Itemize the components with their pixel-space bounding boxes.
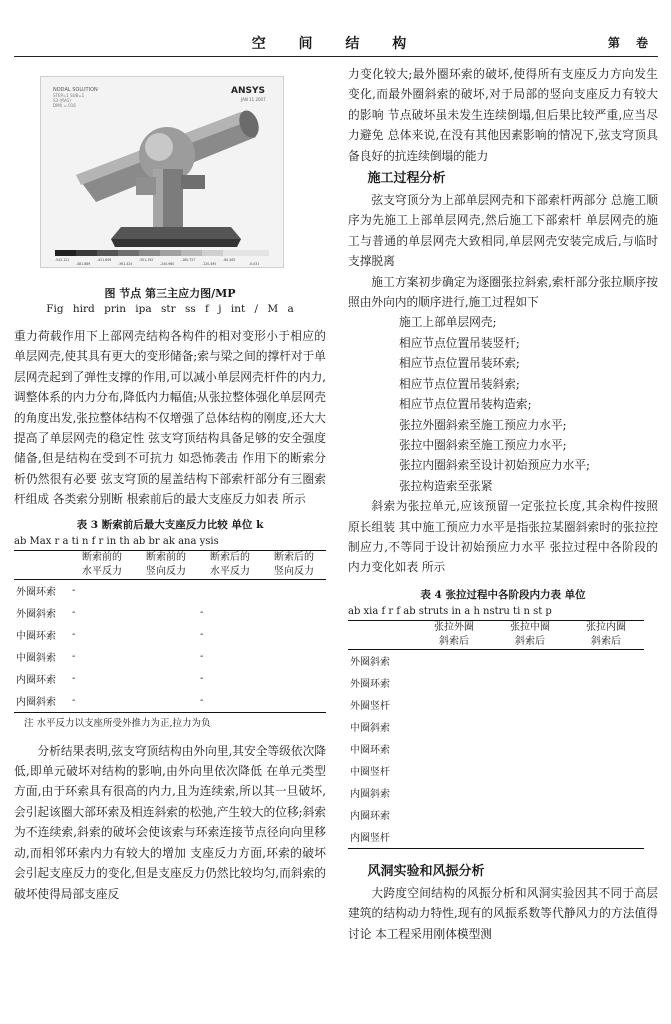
legend-value: -240.960 [160, 262, 175, 266]
row-label: 中圈竖杆 [350, 767, 390, 779]
paragraph: 斜索为张拉单元,应该预留一定张拉长度,其余构件按照原长组装 其中施工预应力水平是指张拉某圈斜索时的张拉控制应力,不等同于设计初始预应力水平 张拉过程中各阶段的内力变化如表 所示 [348, 499, 658, 575]
paragraph: 力变化较大;最外圈环索的破坏,使得所有支座反力方向发生变化,而最外圈斜索的破坏,对于局部的竖向支座反力有较大的影响 节点破坏虽未发生连续倒塌,但后果比较严重,应当尽力避免 总体来说,在没有其他因素影响的情况下,弦支穹顶具备良好的抗连续倒塌的能力 [348, 67, 658, 163]
cell [134, 646, 198, 668]
table-row [348, 760, 644, 782]
row-label: 内圈环索 [16, 675, 56, 687]
section-heading: 施工过程分析 [367, 171, 446, 187]
row-label: 外圈环索 [350, 679, 390, 691]
table-row [348, 826, 644, 849]
table-row [14, 579, 326, 602]
cell: - [200, 673, 204, 685]
row-label: 内圈斜索 [16, 697, 56, 709]
row-label: 内圈斜索 [350, 789, 390, 801]
running-title: 空 间 结 构 [251, 36, 421, 52]
list-item: 相应节点位置吊装竖杆; [399, 335, 520, 350]
table-row [14, 602, 326, 624]
cell [198, 579, 262, 602]
cell [134, 579, 198, 602]
legend-value: -361.424 [118, 262, 133, 266]
right-column [348, 64, 658, 944]
table-row [348, 694, 644, 716]
table-header: 断索后的 水平反力 [210, 551, 250, 577]
table-header: 断索后的 竖向反力 [274, 551, 314, 577]
cell [134, 668, 198, 690]
row-label: 外圈环索 [16, 587, 56, 599]
cell [262, 690, 326, 713]
table-header: 张拉外圈 斜索后 [434, 621, 474, 647]
legend-value: -301.192 [139, 258, 154, 262]
list-item: 张拉内圈斜索至设计初始预应力水平; [399, 458, 590, 473]
table-header: 张拉内圈 斜索后 [586, 621, 626, 647]
table-row [14, 624, 326, 646]
ansys-logo: ANSYS [231, 86, 265, 96]
legend-value: -120.495 [202, 262, 217, 266]
table-header: 张拉中圈 斜索后 [510, 621, 550, 647]
legend-value: -0.031 [249, 262, 260, 266]
row-label: 中圈斜索 [16, 653, 56, 665]
table-caption-en: ab Max r a ti n f r in th ab br ak ana ysis [14, 535, 219, 547]
legend-value: -421.656 [97, 258, 112, 262]
table-row [348, 782, 644, 804]
cell [262, 624, 326, 646]
cell: - [72, 673, 76, 685]
row-label: 中圈环索 [350, 745, 390, 757]
legend-value: -180.727 [181, 258, 196, 262]
cell [262, 602, 326, 624]
list-item: 相应节点位置吊装斜索; [399, 376, 520, 391]
table-header: 断索前的 水平反力 [82, 551, 122, 577]
table-row [348, 649, 644, 672]
cell: - [72, 651, 76, 663]
cell [134, 690, 198, 713]
table-row [348, 804, 644, 826]
volume-label: 第 卷 [607, 36, 654, 50]
cell: - [200, 629, 204, 641]
table-caption-en: ab xia f r f ab struts in a h nstru ti n st p [348, 605, 552, 617]
row-label: 中圈斜索 [350, 723, 390, 735]
figure-caption: 图 节点 第三主应力图/MP [104, 287, 236, 300]
legend-value: -60.263 [223, 258, 236, 262]
cell [134, 624, 198, 646]
row-label: 外圈斜索 [350, 657, 390, 669]
stress-contour-figure [40, 76, 284, 268]
table-row [348, 716, 644, 738]
cell: - [72, 695, 76, 707]
left-column [14, 326, 326, 904]
row-label: 外圈斜索 [16, 609, 56, 621]
page-header [14, 0, 658, 57]
cell [134, 602, 198, 624]
nodal-solution-text: NODAL SOLUTION [53, 87, 98, 93]
row-label: 内圈竖杆 [350, 833, 390, 845]
reaction-table [14, 550, 326, 713]
row-label: 中圈环索 [16, 631, 56, 643]
cell [262, 579, 326, 602]
table-3 [14, 516, 326, 729]
construction-steps [348, 312, 658, 496]
cell: - [72, 629, 76, 641]
legend-value: -481.889 [76, 262, 91, 266]
svg-text:JAN 11 2007: JAN 11 2007 [241, 97, 266, 102]
table-row [14, 668, 326, 690]
table-row [348, 672, 644, 694]
table-4 [348, 586, 658, 849]
cell [262, 646, 326, 668]
cell [262, 668, 326, 690]
cell: - [72, 607, 76, 619]
section-heading: 风洞实验和风振分析 [367, 863, 485, 879]
paragraph: 大跨度空间结构的风振分析和风洞实验因其不同于高层建筑的结构动力特性,现有的风振系数等代静风力的方法值得讨论 本工程采用刚体模型测 [348, 885, 658, 941]
force-table [348, 620, 644, 849]
list-item: 相应节点位置吊装构造索; [399, 397, 532, 412]
legend-value: -542.121 [55, 258, 70, 262]
stress-contour-image [41, 77, 283, 267]
list-item: 施工上部单层网壳; [399, 315, 497, 330]
cell: - [200, 695, 204, 707]
list-item: 张拉构造索至张紧 [399, 478, 493, 493]
cell: - [72, 585, 76, 597]
paragraph: 弦支穹顶分为上部单层网壳和下部索杆两部分 总施工顺序为先施工上部单层网壳,然后施工下部索杆 单层网壳的施工与普通的单层网壳大致相同,单层网壳安装完成后,与临时支撑脱离 [348, 193, 658, 269]
svg-text:DMX =.016: DMX =.016 [53, 103, 76, 108]
svg-text:STEP=1 SUB=1: STEP=1 SUB=1 [53, 93, 85, 98]
row-label: 外圈竖杆 [350, 701, 390, 713]
list-item: 张拉中圈斜索至施工预应力水平; [399, 437, 567, 452]
figure-caption-en: Fig hird prin ipa str ss f j int / M a [46, 303, 294, 315]
table-row [14, 690, 326, 713]
cell: - [200, 651, 204, 663]
table-note: 注 水平反力以支座所受外推力为正,拉力为负 [24, 717, 211, 729]
table-row [14, 646, 326, 668]
table-caption: 表 4 张拉过程中各阶段内力表 单位 [420, 588, 586, 601]
paragraph: 施工方案初步确定为逐圈张拉斜索,索杆部分张拉顺序按照由外向内的顺序进行,施工过程如下 [348, 274, 658, 310]
table-caption: 表 3 断索前后最大支座反力比较 单位 k [76, 518, 264, 531]
paragraph: 分析结果表明,弦支穹顶结构由外向里,其安全等级依次降低,即单元破坏对结构的影响,由外向里依次降低 在单元类型方面,由于环索具有很高的内力,且为连续索,所以其一旦破坏,会引起该圈大部环索及相连斜索的松弛,产生较大的位移;斜索为不连续索,斜索的破坏会使该索与环索连接节点径向向里移动,而相邻环索内力有较大的增加 支座反力方面,环索的破坏会引起支座反力的变化,但是支座反力仍然比较均匀,而斜索的破坏使得局部支座反 [14, 743, 326, 901]
row-label: 内圈环索 [350, 811, 390, 823]
table-row [348, 738, 644, 760]
svg-text:S3 (AVG): S3 (AVG) [53, 98, 71, 103]
list-item: 张拉外圈斜索至施工预应力水平; [399, 417, 567, 432]
paragraph: 重力荷载作用下上部网壳结构各构件的相对变形小于相应的单层网壳,使其具有更大的变形储备;索与梁之间的撑杆对于单层网壳起到了弹性支撑的作用,可以减小单层网壳杆件的内力,调整体系的内力分布,降低内力幅值;从张拉整体强化单层网壳的角度出发,张拉整体结构不仅增强了总体结构的刚度,还大大提高了单层网壳的稳定性 弦支穹顶结构具备足够的安全强度储备,但是结构在受到不可抗力 如恐怖袭击 作用下的断索分析仍然很有必要 弦支穹顶的屋盖结构下部索杆部分有三圈索杆组成 各类索分别断 根索前后的最大支座反力如表 所示 [14, 329, 326, 507]
list-item: 相应节点位置吊装环索; [399, 356, 520, 371]
cell: - [200, 607, 204, 619]
table-header: 断索前的 竖向反力 [146, 551, 186, 577]
